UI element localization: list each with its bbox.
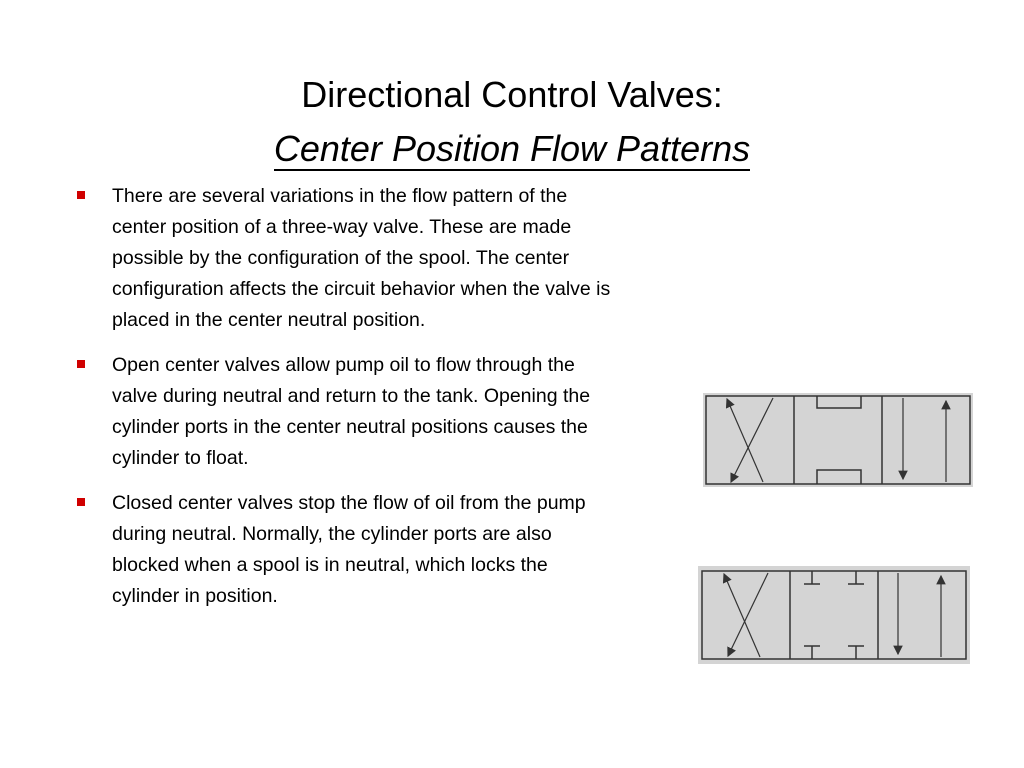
bullet-text-1: There are several variations in the flow pattern of the center position of a three-way valve. These are made possible by the configuration of the spool. The center configuration affects the circuit behavior when the valve is placed in the center neutral position. <box>112 185 611 331</box>
bullet-square-icon <box>77 498 85 506</box>
bullet-list <box>72 181 612 626</box>
bullet-square-icon <box>77 191 85 199</box>
bullet-square-icon <box>77 360 85 368</box>
bullet-text-3: Closed center valves stop the flow of oil from the pump during neutral. Normally, the cylinder ports are also blocked when a spool is in neutral, which locks the cylinder in position. <box>112 492 586 607</box>
closed-center-valve-symbol <box>698 566 970 664</box>
title-line-2-text: Center Position Flow Patterns <box>273 128 751 170</box>
title-line-2 <box>0 122 1024 176</box>
title-line-1: Directional Control Valves: <box>301 74 723 116</box>
bullet-text-2: Open center valves allow pump oil to flow through the valve during neutral and return to the tank. Opening the cylinder ports in the center neutral positions causes the cylinder to float. <box>112 354 591 469</box>
slide-title <box>0 68 1024 176</box>
bullet-item-3 <box>72 488 612 612</box>
open-center-valve-svg <box>703 393 973 487</box>
open-center-valve-symbol <box>703 393 973 487</box>
bullet-item-2 <box>72 350 612 474</box>
closed-center-valve-svg <box>698 566 970 664</box>
bullet-item-1 <box>72 181 612 336</box>
